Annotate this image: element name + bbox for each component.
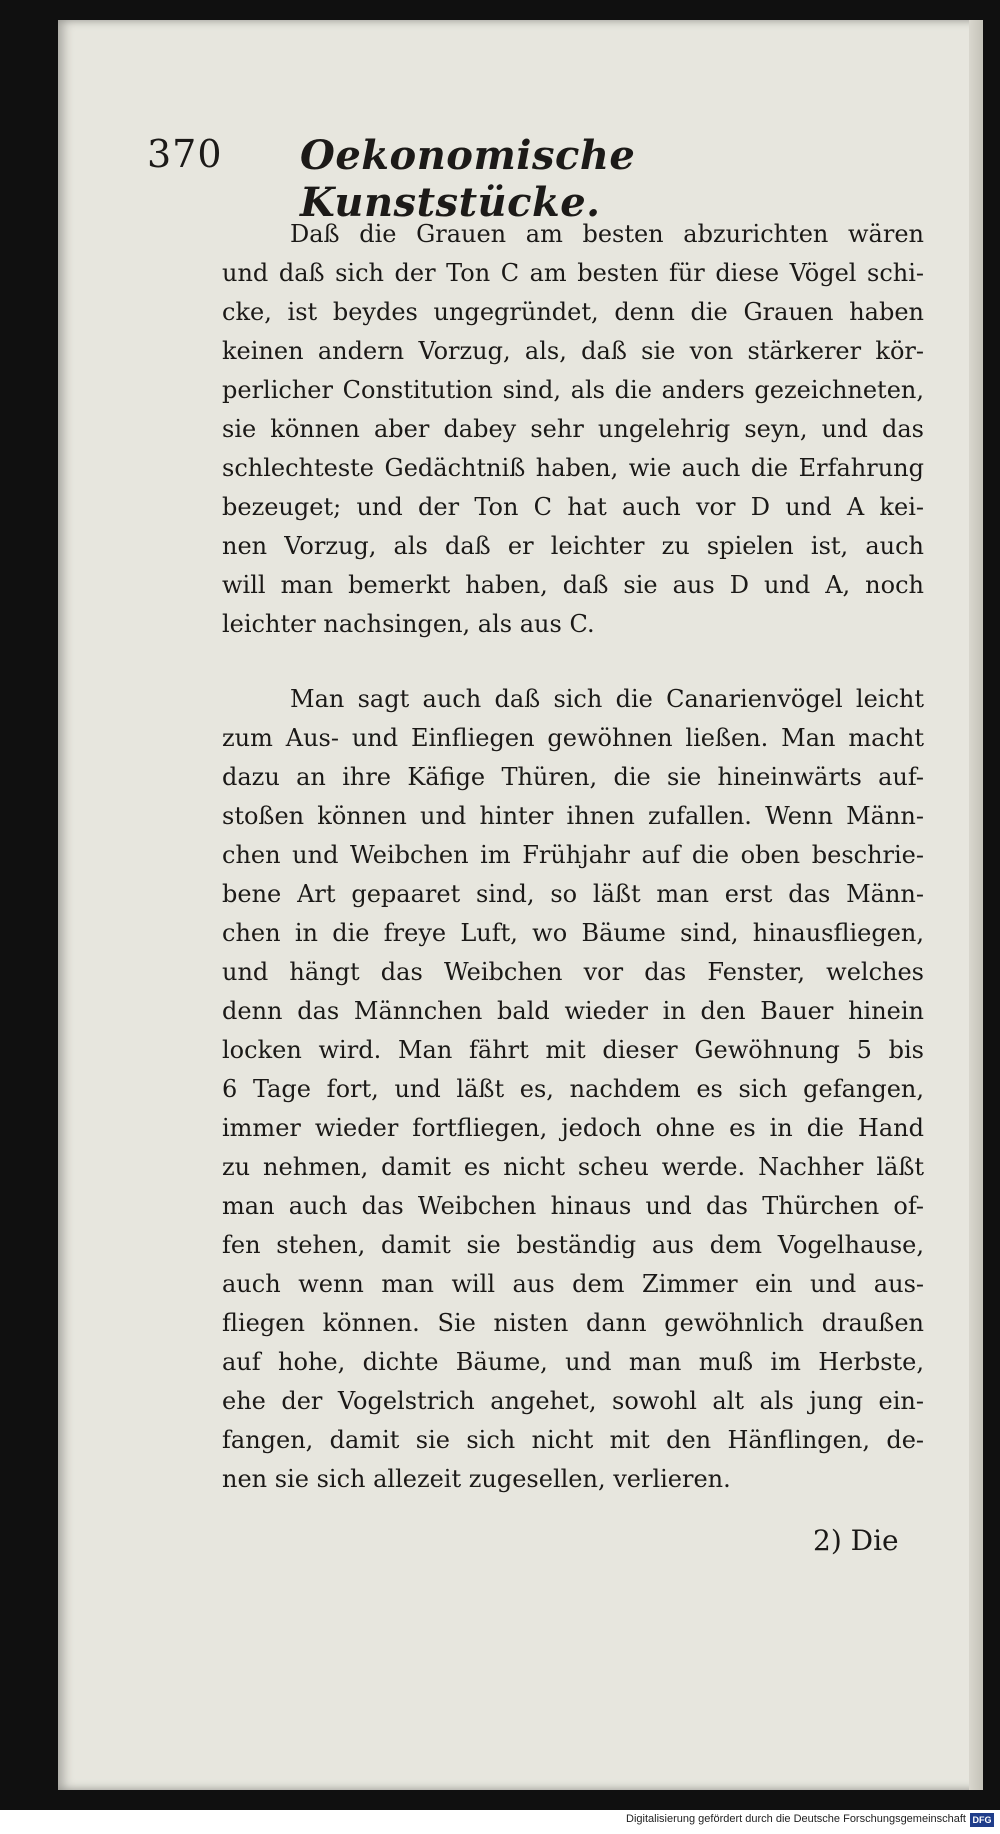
text-line: nen Vorzug, als daß er leichter zu spielen ist, auch [222,532,924,560]
text-line: keinen andern Vorzug, als, daß sie von stärkerer kör- [222,337,924,365]
digitization-footer [0,1810,1000,1834]
text-line: ehe der Vogelstrich angehet, sowohl alt als jung ein- [222,1387,924,1415]
text-line: Daß die Grauen am besten abzurichten wären [290,220,924,248]
text-line: immer wieder fortfliegen, jedoch ohne es in die Hand [222,1114,924,1142]
text-line: chen in die freye Luft, wo Bäume sind, hinausfliegen, [222,919,924,947]
text-line: 6 Tage fort, und läßt es, nachdem es sich gefangen, [222,1075,924,1103]
text-line: fliegen können. Sie nisten dann gewöhnlich draußen [222,1309,924,1337]
text-line: dazu an ihre Käfige Thüren, die sie hineinwärts auf- [222,763,924,791]
text-line: stoßen können und hinter ihnen zufallen. Wenn Männ- [222,802,924,830]
dfg-logo-icon: DFG [970,1813,994,1827]
text-line: bezeuget; und der Ton C hat auch vor D und A kei- [222,493,924,521]
page-header [147,132,847,226]
text-line: fen stehen, damit sie beständig aus dem Vogelhause, [222,1231,924,1259]
text-line: Man sagt auch daß sich die Canarienvögel leicht [290,685,924,713]
text-line: schlechteste Gedächtniß haben, wie auch die Erfahrung [222,454,924,482]
text-line: cke, ist beydes ungegründet, denn die Grauen haben [222,298,924,326]
page-edge [969,20,983,1790]
text-line: locken wird. Man fährt mit dieser Gewöhnung 5 bis [222,1036,924,1064]
text-line: chen und Weibchen im Frühjahr auf die oben beschrie- [222,841,924,869]
text-line: nen sie sich allezeit zugesellen, verlieren. [222,1465,731,1493]
text-line: bene Art gepaaret sind, so läßt man erst das Männ- [222,880,924,908]
text-line: und hängt das Weibchen vor das Fenster, welches [222,958,924,986]
text-line: leichter nachsingen, als aus C. [222,610,595,638]
page-number: 370 [147,132,223,176]
text-line: zum Aus- und Einfliegen gewöhnen ließen. Man macht [222,724,924,752]
text-line: fangen, damit sie sich nicht mit den Hänflingen, de- [222,1426,924,1454]
text-line: man auch das Weibchen hinaus und das Thürchen of- [222,1192,924,1220]
text-line: auch wenn man will aus dem Zimmer ein und aus- [222,1270,924,1298]
catchword: 2) Die [813,1524,899,1557]
text-line: will man bemerkt haben, daß sie aus D und A, noch [222,571,924,599]
text-line: auf hohe, dichte Bäume, und man muß im Herbste, [222,1348,924,1376]
funding-credit: Digitalisierung gefördert durch die Deutsche Forschungsgemeinschaft [626,1813,966,1825]
paragraph-2 [222,680,924,1499]
running-head: Oekonomische Kunststücke. [300,132,636,226]
text-line: perlicher Constitution sind, als die anders gezeichneten, [222,376,924,404]
text-line: und daß sich der Ton C am besten für diese Vögel schi- [222,259,924,287]
text-line: zu nehmen, damit es nicht scheu werde. Nachher läßt [222,1153,924,1181]
text-line: sie können aber dabey sehr ungelehrig seyn, und das [222,415,924,443]
paragraph-1 [222,215,924,644]
text-line: denn das Männchen bald wieder in den Bauer hinein [222,997,924,1025]
